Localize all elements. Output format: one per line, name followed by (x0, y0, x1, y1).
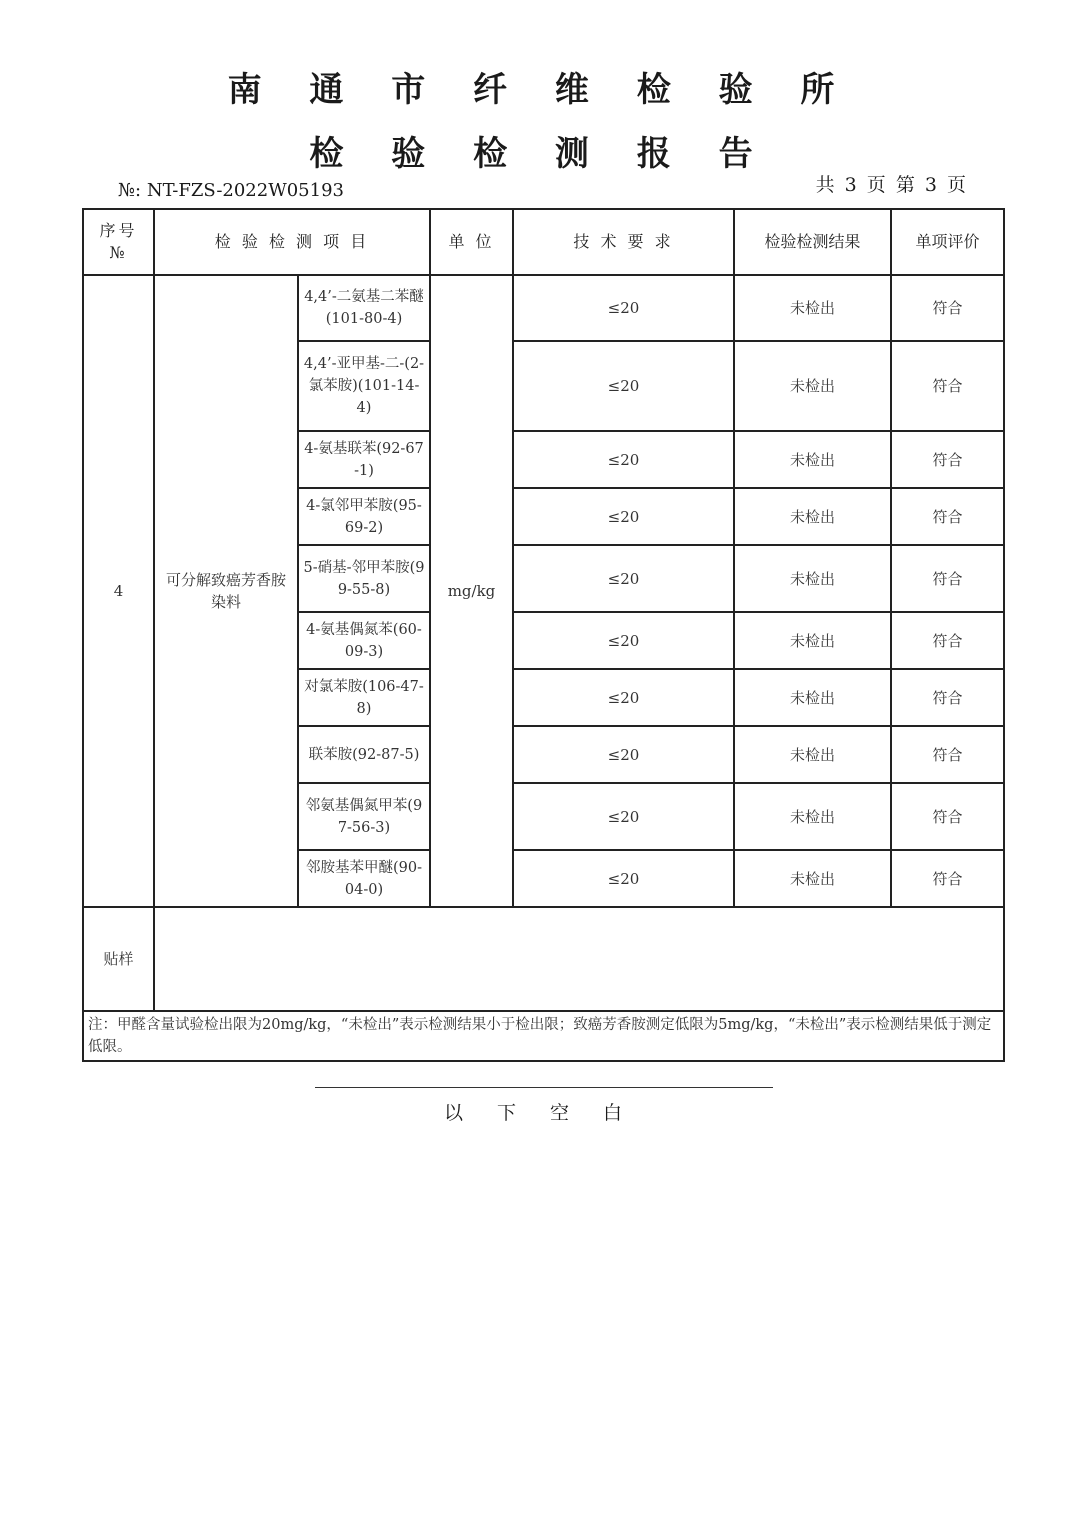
result-cell: 未检出 (734, 669, 891, 726)
sub-item-name: 对氯苯胺(106-47-8) (298, 669, 430, 726)
evaluation-cell: 符合 (891, 545, 1004, 612)
column-header-no: 序号 № (83, 209, 154, 275)
table-row (83, 275, 1004, 341)
requirement-cell: ≤20 (513, 726, 734, 783)
evaluation-cell: 符合 (891, 783, 1004, 850)
result-cell: 未检出 (734, 488, 891, 545)
test-results-table (82, 208, 1005, 1062)
evaluation-cell: 符合 (891, 726, 1004, 783)
evaluation-cell: 符合 (891, 850, 1004, 907)
result-cell: 未检出 (734, 850, 891, 907)
evaluation-cell: 符合 (891, 431, 1004, 488)
sub-item-name: 5-硝基-邻甲苯胺(99-55-8) (298, 545, 430, 612)
sub-item-name: 联苯胺(92-87-5) (298, 726, 430, 783)
result-cell: 未检出 (734, 726, 891, 783)
requirement-cell: ≤20 (513, 612, 734, 669)
result-cell: 未检出 (734, 275, 891, 341)
column-header-item: 检 验 检 测 项 目 (154, 209, 430, 275)
item-category: 可分解致癌芳香胺染料 (154, 275, 298, 907)
column-header-requirement: 技 术 要 求 (513, 209, 734, 275)
evaluation-cell: 符合 (891, 669, 1004, 726)
sample-row (83, 907, 1004, 1011)
result-cell: 未检出 (734, 783, 891, 850)
sub-item-name: 邻氨基偶氮甲苯(97-56-3) (298, 783, 430, 850)
evaluation-cell: 符合 (891, 488, 1004, 545)
page-info: 共 3 页 第 3 页 (815, 174, 968, 196)
requirement-cell: ≤20 (513, 488, 734, 545)
evaluation-cell: 符合 (891, 341, 1004, 431)
requirement-cell: ≤20 (513, 341, 734, 431)
sub-item-name: 4,4’-二氨基二苯醚(101-80-4) (298, 275, 430, 341)
blank-below-text: 以 下 空 白 (443, 1102, 637, 1124)
requirement-cell: ≤20 (513, 783, 734, 850)
organization-title: 南 通 市 纤 维 检 验 所 (227, 70, 853, 110)
table-header-row (83, 209, 1004, 275)
item-number: 4 (83, 275, 154, 907)
column-header-result: 检验检测结果 (734, 209, 891, 275)
divider-line (315, 1087, 773, 1088)
result-cell: 未检出 (734, 612, 891, 669)
sub-item-name: 4,4’-亚甲基-二-(2-氯苯胺)(101-14-4) (298, 341, 430, 431)
requirement-cell: ≤20 (513, 431, 734, 488)
column-header-evaluation: 单项评价 (891, 209, 1004, 275)
evaluation-cell: 符合 (891, 612, 1004, 669)
note-text: 注：甲醛含量试验检出限为20mg/kg，“未检出”表示检测结果小于检出限；致癌芳香胺测定低限为5mg/kg，“未检出”表示检测结果低于测定低限。 (83, 1011, 1004, 1061)
column-header-unit: 单 位 (430, 209, 513, 275)
note-row (83, 1011, 1004, 1061)
evaluation-cell: 符合 (891, 275, 1004, 341)
requirement-cell: ≤20 (513, 275, 734, 341)
sub-item-name: 4-氯邻甲苯胺(95-69-2) (298, 488, 430, 545)
unit-cell: mg/kg (430, 275, 513, 907)
requirement-cell: ≤20 (513, 850, 734, 907)
requirement-cell: ≤20 (513, 669, 734, 726)
result-cell: 未检出 (734, 431, 891, 488)
sub-item-name: 4-氨基偶氮苯(60-09-3) (298, 612, 430, 669)
sub-item-name: 邻胺基苯甲醚(90-04-0) (298, 850, 430, 907)
sub-item-name: 4-氨基联苯(92-67-1) (298, 431, 430, 488)
report-title: 检 验 检 测 报 告 (309, 134, 771, 174)
report-number: №: NT-FZS-2022W05193 (118, 180, 344, 201)
sample-area (154, 907, 1004, 1011)
requirement-cell: ≤20 (513, 545, 734, 612)
result-cell: 未检出 (734, 341, 891, 431)
sample-label: 贴样 (83, 907, 154, 1011)
result-cell: 未检出 (734, 545, 891, 612)
